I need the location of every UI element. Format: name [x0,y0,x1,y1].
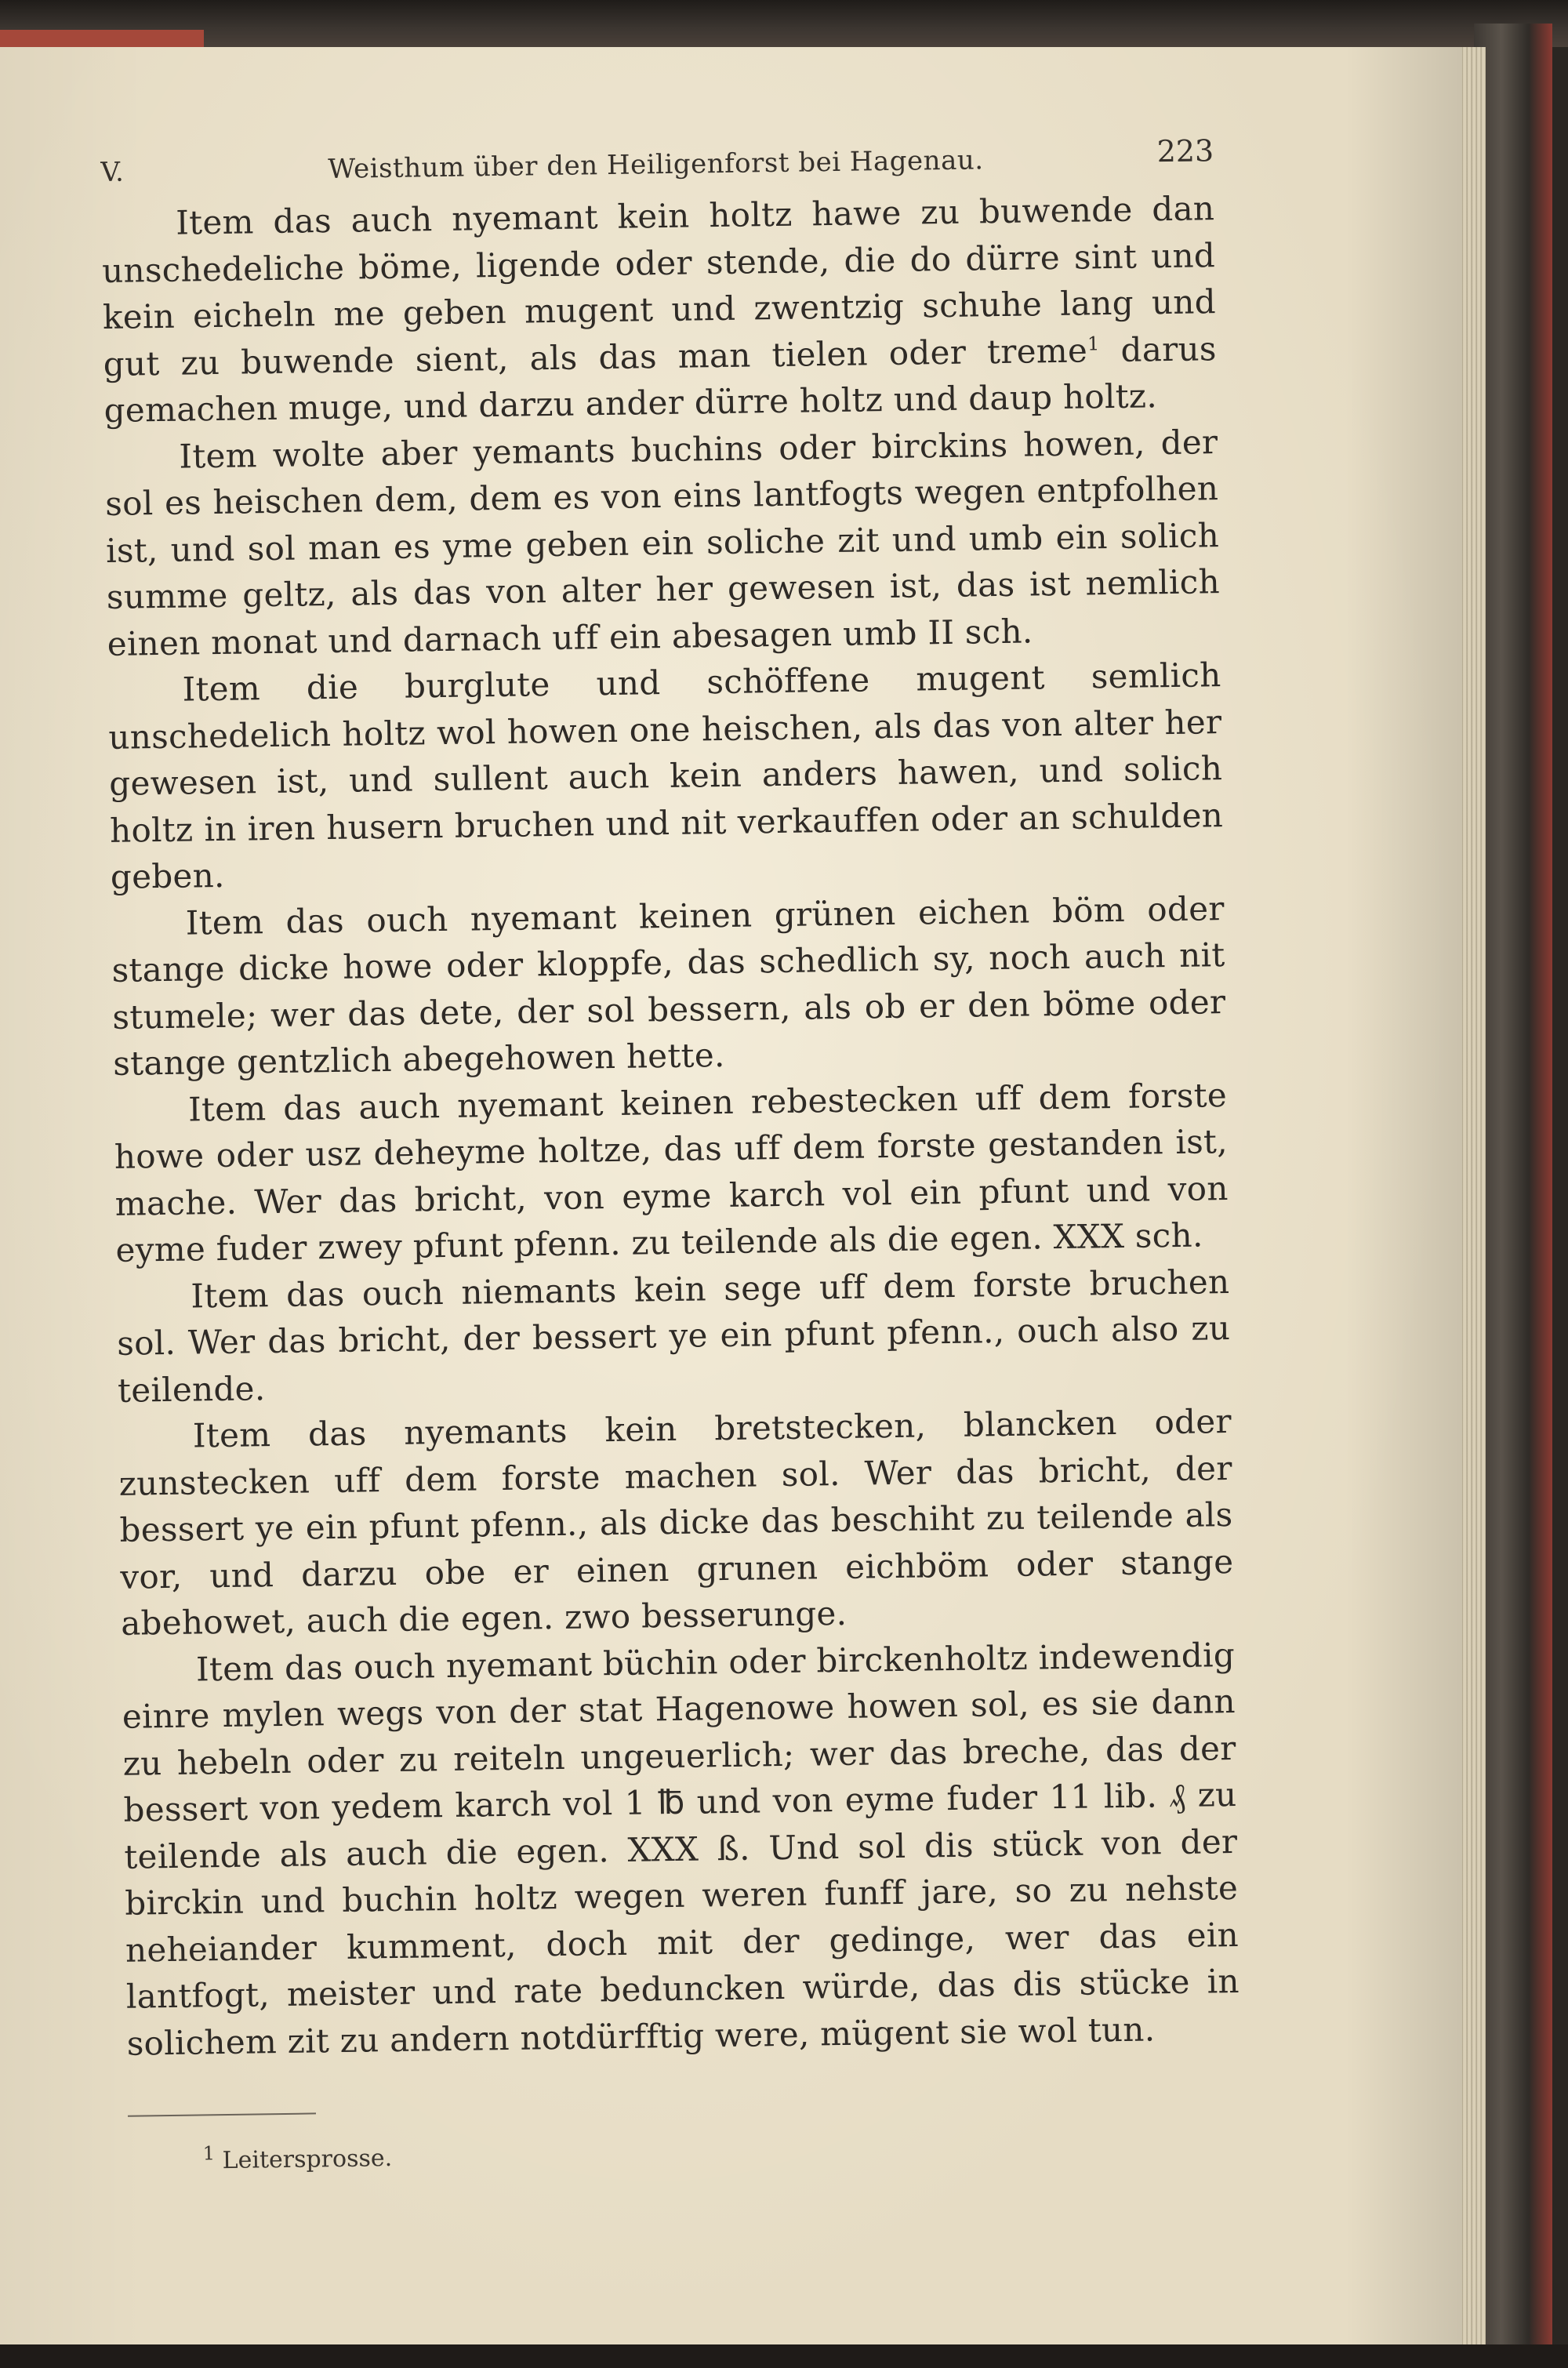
text-block [100,133,1242,2176]
paragraph: Item wolte aber yemants buchins oder birckins howen, der sol es heischen dem, dem es von eins lantfogts wegen entpfolhen ist, und sol man es yme geben ein soliche zit und umb ein solich summe geltz, als das von alter her gewesen ist, das ist nemlich einen monat und darnach uff ein abesagen umb II sch. [104,422,1221,663]
book-cover-top [0,0,1568,47]
paragraph: Item das ouch nyemant büchin oder birckenholtz indewendig einre mylen wegs von der stat Hagenowe howen sol, es sie dann zu hebeln oder zu reiteln ungeuerlich; wer das breche, das der bessert von yedem karch vol 1 ℔ und von eyme fuder 11 lib. ₰ zu teilende als auch die egen. XXX ß. Und sol dis stück von der birckin und buchin holtz wegen weren funff jare, so zu nehste neheiander kumment, doch mit der gedinge, wer das ein lantfogt, meister und rate beduncken würde, das dis stücke in solichem zit zu andern notdürfftig were, mügent sie wol tun. [122,1635,1240,2063]
book-cover-red-edge [0,30,204,47]
footnote-rule [128,2112,316,2116]
footnote-marker: 1 [202,2142,216,2165]
paragraph: Item das nyemants kein bretstecken, blancken oder zunstecken uff dem forste machen sol. Wer das bricht, der bessert ye ein pfunt pfenn., als dicke das beschiht zu teilende als vor, und darzu obe er einen grunen eichböm oder stange abehowet, auch die egen. zwo besserunge. [118,1402,1234,1643]
section-number: V. [100,156,125,188]
book-cover-spine [1474,24,1552,2344]
paragraph-text: darus gemachen muge, und darzu ander dürre holtz und daup holtz. [103,329,1218,430]
book-cover-bottom [0,2344,1568,2368]
running-title: Weisthum über den Heiligenforst bei Hagenau. [328,144,984,185]
paragraph: Item das ouch nyemant keinen grünen eichen böm oder stange dicke howe oder kloppfe, das schedlich sy, noch auch nit stumele; wer das dete, der sol bessern, als ob er den böme oder stange gentzlich abegehowen hette. [111,888,1226,1083]
paragraph: Item die burglute und schöffene mugent semlich unschedelich holtz wol howen one heischen, als das von alter her gewesen ist, und sullent auch kein anders hawen, und solich holtz in iren husern bruchen und nit verkauffen oder an schulden geben. [108,656,1224,896]
footnote-text: Leitersprosse. [222,2145,393,2175]
footnote [203,2133,1242,2174]
footnote-reference[interactable]: 1 [1087,332,1100,354]
book-page [0,47,1462,2344]
paragraph: Item das auch nyemant keinen rebestecken uff dem forste howe oder usz deheyme holtze, das uff dem forste gestanden ist, mache. Wer das bricht, von eyme karch vol ein pfunt und von eyme fuder zwey pfunt pfenn. zu teilende als die egen. XXX sch. [114,1075,1229,1269]
paragraph: Item das ouch niemants kein sege uff dem forste bruchen sol. Wer das bricht, der bessert ye ein pfunt pfenn., ouch also zu teilende. [116,1262,1231,1410]
page-number: 223 [1156,133,1214,169]
paragraph [101,185,1218,434]
paragraph-text: Item das auch nyemant kein holtz hawe zu buwende dan unschedeliche böme, ligende oder stende, die do dürre sint und kein eicheln me geben mugent und zwentzig schuhe lang und gut zu buwende sient, als das man tielen oder treme [101,189,1217,383]
